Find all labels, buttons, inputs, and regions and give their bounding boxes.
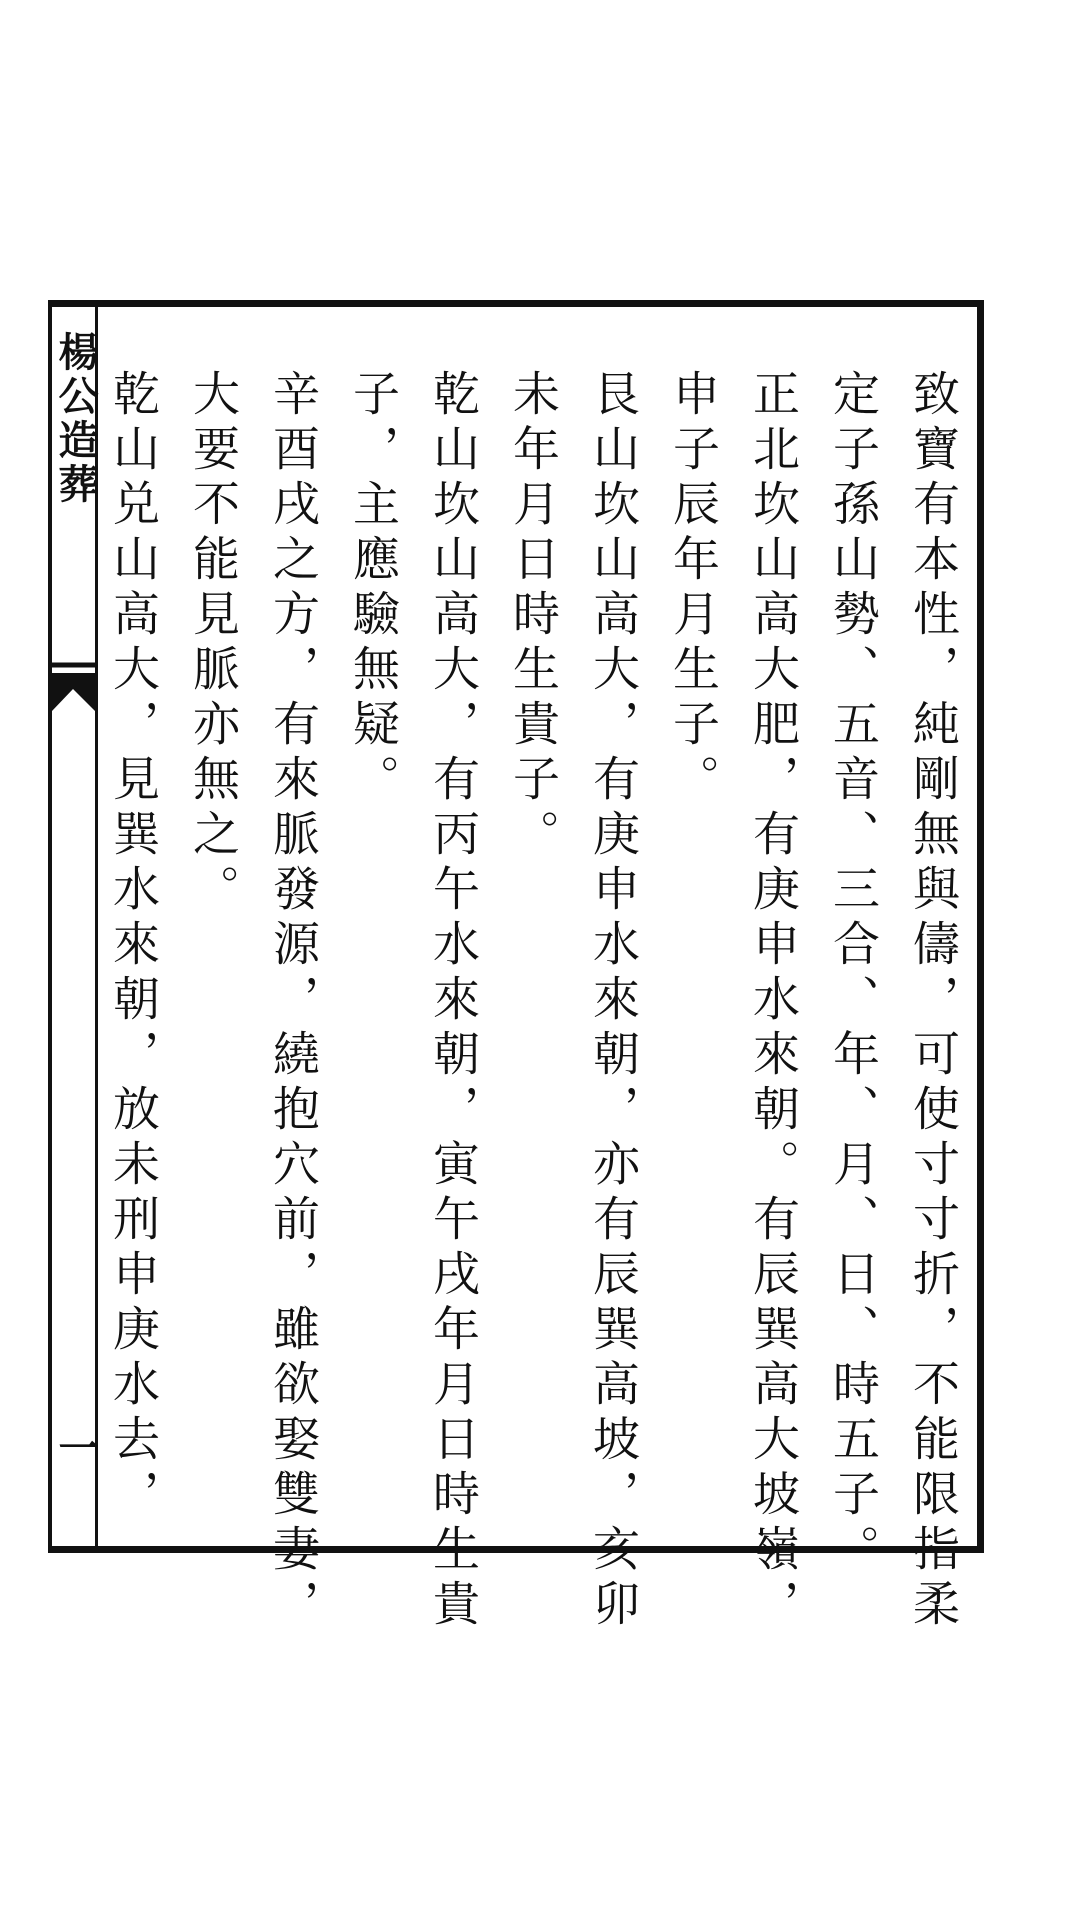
text-area bbox=[105, 307, 969, 1634]
text-column-2: 定子孫山勢、五音、三合、年、月、日、時五子。 bbox=[825, 369, 880, 1579]
margin-page-number: 一 bbox=[52, 1427, 99, 1467]
text-column-3: 正北坎山高大肥，有庚申水來朝。有辰巽高大坡嶺， bbox=[745, 369, 800, 1634]
text-column-5: 艮山坎山高大，有庚申水來朝，亦有辰巽高坡，亥卯 bbox=[585, 369, 640, 1634]
text-column-9: 辛酉戌之方，有來脈發源，繞抱穴前，雖欲娶雙妻， bbox=[265, 369, 320, 1634]
margin-strip bbox=[52, 307, 98, 1546]
text-column-4: 申子辰年月生子。 bbox=[665, 369, 720, 809]
text-column-6: 未年月日時生貴子。 bbox=[505, 369, 560, 864]
text-column-11: 乾山兑山高大，見巽水來朝，放未刑申庚水去， bbox=[105, 369, 160, 1524]
page-frame bbox=[48, 300, 984, 1634]
text-column-1: 致寶有本性，純剛無與儔，可使寸寸折，不能限指柔 bbox=[905, 369, 960, 1634]
text-column-8: 子，主應驗無疑。 bbox=[345, 369, 400, 809]
text-column-7: 乾山坎山高大，有丙午水來朝，寅午戌年月日時生貴 bbox=[425, 369, 480, 1634]
fish-tail-mark bbox=[52, 659, 95, 719]
text-column-10: 大要不能見脈亦無之。 bbox=[185, 369, 240, 919]
margin-book-title: 楊公造葬 bbox=[52, 331, 99, 507]
